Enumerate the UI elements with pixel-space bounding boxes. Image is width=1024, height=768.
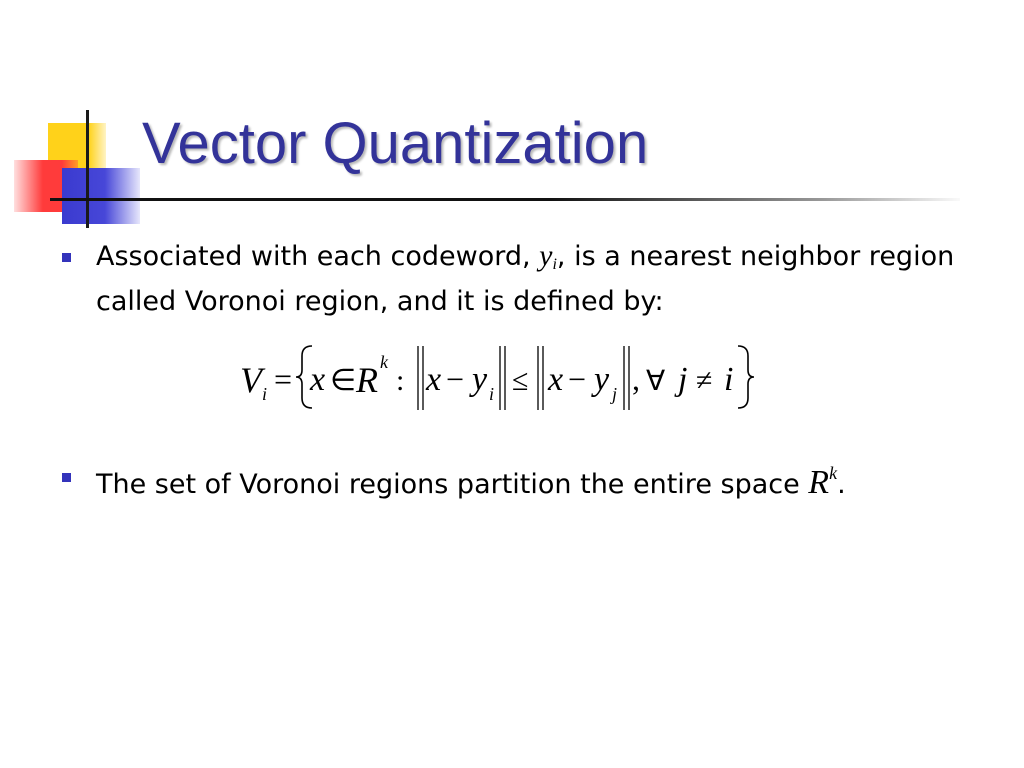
title-underline: [50, 198, 960, 201]
f-sup-k: k: [380, 352, 388, 372]
f-leq: ≤: [512, 364, 529, 397]
f-comma: ,: [632, 361, 640, 397]
f-neq: ≠: [696, 364, 713, 397]
math-sub-i: i: [552, 256, 557, 273]
slide-title: Vector Quantization: [142, 111, 649, 176]
bullet-1-text-after: , is a nearest neighbor region called Voronoi region, and it is defined by:: [96, 241, 955, 317]
f-colon: :: [396, 364, 405, 397]
f-minus2: −: [568, 361, 587, 397]
f-sub-j: j: [612, 384, 618, 404]
f-in: ∈: [330, 364, 357, 397]
f-V: V: [240, 360, 262, 400]
f-minus1: −: [446, 361, 465, 397]
voronoi-formula: [240, 340, 770, 414]
f-x3: x: [548, 361, 564, 398]
f-x1: x: [310, 361, 326, 398]
f-i: i: [724, 361, 734, 398]
f-sub-i: i: [262, 384, 268, 404]
f-R: R: [356, 360, 378, 400]
bullet-marker: [62, 473, 71, 482]
math-var-y: y: [539, 239, 553, 272]
f-j: j: [678, 361, 688, 398]
bullet-item-1: [96, 237, 976, 320]
slide-logo-decoration: [0, 0, 160, 240]
f-right-brace: [738, 346, 754, 408]
logo-vertical-line: [86, 110, 89, 228]
f-y2: y: [594, 361, 610, 398]
logo-blue-square: [62, 168, 140, 224]
f-forall: ∀: [646, 366, 666, 397]
f-eq: =: [274, 361, 293, 397]
math-var-R: R: [808, 464, 830, 501]
bullet-item-2: [96, 455, 976, 503]
math-sup-k: k: [829, 463, 838, 483]
bullet-1-text-before: Associated with each codeword,: [96, 241, 540, 272]
f-sub-i2: i: [489, 384, 495, 404]
f-x2: x: [426, 361, 442, 398]
bullet-2-text-before: The set of Voronoi regions partition the entire space: [96, 469, 809, 500]
bullet-marker: [62, 253, 71, 262]
f-y1: y: [472, 361, 488, 398]
bullet-2-text-after: .: [837, 469, 846, 500]
